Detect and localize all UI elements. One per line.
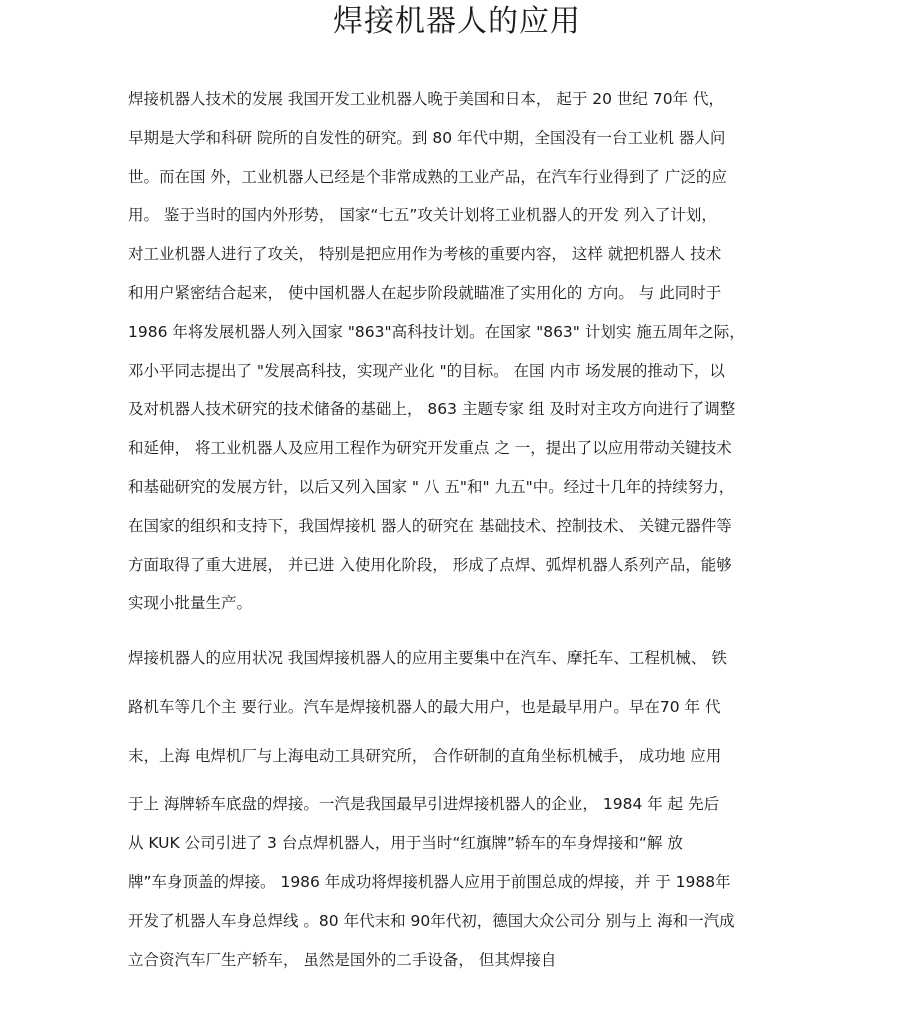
paragraph-line: 在国家的组织和支持下，我国焊接机 器人的研究在 基础技术、控制技术、 关键元器件等 <box>128 516 732 535</box>
paragraph-application-status <box>128 648 792 989</box>
paragraph-line: 于上 海牌轿车底盘的焊接。一汽是我国最早引进焊接机器人的企业， 1984 年 起 先后 <box>128 795 720 814</box>
paragraph-line: 用。 鉴于当时的国内外形势， 国家“七五”攻关计划将工业机器人的开发 列入了计划， <box>128 206 717 225</box>
paragraph-line: 1986 年将发展机器人列入国家 "863"高科技计划。在国家 "863" 计划实 施五周年之际， <box>128 322 745 341</box>
paragraph-line: 实现小批量生产。 <box>128 594 253 613</box>
paragraph-line: 焊接机器人技术的发展 我国开发工业机器人晚于美国和日本， 起于 20 世纪 70年 代， <box>128 90 725 108</box>
paragraph-line: 焊接机器人的应用状况 我国焊接机器人的应用主要集中在汽车、摩托车、工程机械、 铁 <box>128 649 727 667</box>
paragraph-line: 早期是大学和科研 院所的自发性的研究。到 80 年代中期，全国没有一台工业机 器人问 <box>128 128 726 147</box>
paragraph-line: 和延伸， 将工业机器人及应用工程作为研究开发重点 之 一，提出了以应用带动关键技术 <box>128 439 732 458</box>
paragraph-line: 世。而在国 外，工业机器人已经是个非常成熟的工业产品，在汽车行业得到了 广泛的应 <box>128 167 727 186</box>
page-title: 焊接机器人的应用 <box>333 4 581 39</box>
paragraph-line: 方面取得了重大进展， 并已进 入使用化阶段， 形成了点焊、弧焊机器人系列产品，能够 <box>128 555 732 574</box>
paragraph-line: 对工业机器人进行了攻关， 特别是把应用作为考核的重要内容， 这样 就把机器人 技术 <box>128 245 722 264</box>
paragraph-robot-development <box>128 89 792 632</box>
paragraph-line: 从 KUK 公司引进了 3 台点焊机器人，用于当时“红旗牌”轿车的车身焊接和“解 放 <box>128 834 683 853</box>
paragraph-line: 末，上海 电焊机厂与上海电动工具研究所， 合作研制的直角坐标机械手， 成功地 应用 <box>128 746 722 765</box>
paragraph-line: 邓小平同志提出了 "发展高科技，实现产业化 "的目标。 在国 内市 场发展的推动下，以 <box>128 361 725 380</box>
paragraph-line: 牌”车身顶盖的焊接。 1986 年成功将焊接机器人应用于前围总成的焊接，并 于 1988年 <box>128 873 731 892</box>
paragraph-line: 和用户紧密结合起来， 使中国机器人在起步阶段就瞄准了实用化的 方向。 与 此同时于 <box>128 283 722 302</box>
paragraph-line: 路机车等几个主 要行业。汽车是焊接机器人的最大用户，也是最早用户。早在70 年 代 <box>128 697 721 716</box>
paragraph-line: 和基础研究的发展方针，以后又列入国家 " 八 五"和" 九五"中。经过十几年的持续努力， <box>128 477 735 496</box>
paragraph-line: 开发了机器人车身总焊线 。80 年代末和 90年代初，德国大众公司分 别与上 海和一汽成 <box>128 912 735 931</box>
paragraph-line: 立合资汽车厂生产轿车， 虽然是国外的二手设备， 但其焊接自 <box>128 950 557 969</box>
paragraph-line: 及对机器人技术研究的技术储备的基础上， 863 主题专家 组 及时对主攻方向进行了调整 <box>128 400 736 419</box>
